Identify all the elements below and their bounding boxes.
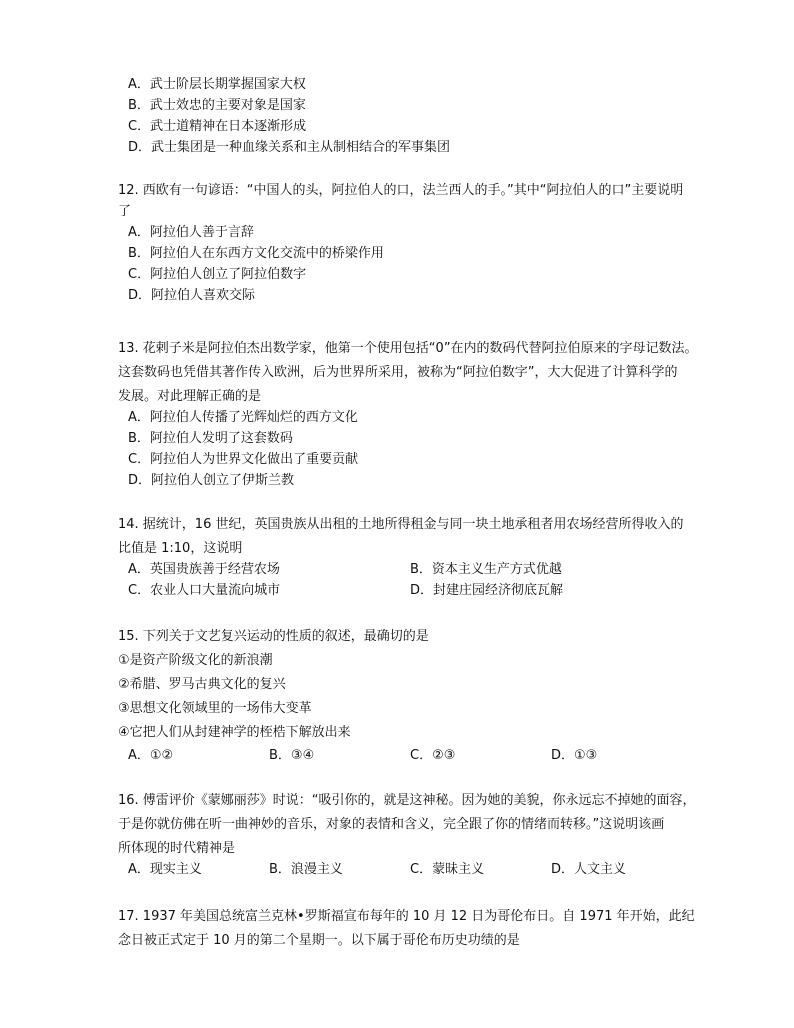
q13-option-b: B．阿拉伯人发明了这套数码 <box>128 431 293 446</box>
q16-option-a: A．现实主义 <box>128 862 202 877</box>
q15-stem-line1: 15. 下列关于文艺复兴运动的性质的叙述，最确切的是 <box>118 629 429 644</box>
q15-item-1: ①是资产阶级文化的新浪潮 <box>118 653 273 668</box>
q15-item-2: ②希腊、罗马古典文化的复兴 <box>118 677 286 692</box>
question-11-options <box>0 74 794 158</box>
q16-options-row <box>0 859 794 880</box>
q16-option-c: C．蒙昧主义 <box>410 862 485 877</box>
q15-option-a: A．①② <box>128 748 174 763</box>
q12-option-d: D．阿拉伯人喜欢交际 <box>128 288 256 303</box>
question-15 <box>0 626 794 766</box>
q14-options-row2 <box>0 580 794 601</box>
q14-option-a: A．英国贵族善于经营农场 <box>128 562 280 577</box>
q11-option-d: D．武士集团是一种血缘关系和主从制相结合的军事集团 <box>128 140 451 155</box>
q12-option-a: A．阿拉伯人善于言辞 <box>128 225 254 240</box>
q14-options-row1 <box>0 559 794 580</box>
q13-option-a: A．阿拉伯人传播了光辉灿烂的西方文化 <box>128 410 358 425</box>
q17-stem-line1: 17. 1937 年美国总统富兰克林•罗斯福宣布每年的 10 月 12 日为哥伦布日。自 1971 年开始，此纪 <box>118 909 695 924</box>
q16-stem-line2: 于是你就仿佛在听一曲神妙的音乐，对象的表情和含义，完全跟了你的情绪而转移。”这说明该画 <box>118 817 665 832</box>
q16-stem-line1: 16. 傅雷评价《蒙娜丽莎》时说：“吸引你的，就是这神秘。因为她的美貌，你永远忘不掉她的面容， <box>118 793 696 808</box>
q13-option-c: C．阿拉伯人为世界文化做出了重要贡献 <box>128 452 359 467</box>
q14-stem-line2: 比值是 1:10，这说明 <box>118 541 243 556</box>
question-13 <box>0 338 794 491</box>
q15-options-row <box>0 743 794 766</box>
question-14 <box>0 514 794 601</box>
q16-option-d: D．人文主义 <box>551 862 627 877</box>
q11-option-b: B．武士效忠的主要对象是国家 <box>128 98 306 113</box>
q11-option-c: C．武士道精神在日本逐渐形成 <box>128 119 307 134</box>
q12-stem-line1: 12. 西欧有一句谚语：“中国人的头，阿拉伯人的口，法兰西人的手。”其中“阿拉伯人的口”主要说明 <box>118 183 684 198</box>
q15-option-c: C．②③ <box>410 748 456 763</box>
q15-item-3: ③思想文化领域里的一场伟大变革 <box>118 701 312 716</box>
question-12 <box>0 180 794 306</box>
q12-option-b: B．阿拉伯人在东西方文化交流中的桥梁作用 <box>128 246 384 261</box>
q17-stem-line2: 念日被正式定于 10 月的第二个星期一。以下属于哥伦布历史功绩的是 <box>118 933 520 948</box>
q13-option-d: D．阿拉伯人创立了伊斯兰教 <box>128 473 295 488</box>
q16-option-b: B．浪漫主义 <box>269 862 343 877</box>
q11-option-a: A．武士阶层长期掌握国家大权 <box>128 77 306 92</box>
q12-option-c: C．阿拉伯人创立了阿拉伯数字 <box>128 267 307 282</box>
question-17 <box>0 906 794 951</box>
question-16 <box>0 790 794 880</box>
q13-stem-line1: 13. 花剌子米是阿拉伯杰出数学家，他第一个使用包括“0”在内的数码代替阿拉伯原来的字母记数法。 <box>118 341 698 356</box>
q13-stem-line3: 发展。对此理解正确的是 <box>118 389 262 404</box>
q14-option-c: C．农业人口大量流向城市 <box>128 583 281 598</box>
q14-option-d: D．封建庄园经济彻底瓦解 <box>410 583 564 598</box>
q16-stem-line3: 所体现的时代精神是 <box>118 841 236 856</box>
q14-stem-line1: 14. 据统计，16 世纪，英国贵族从出租的土地所得租金与同一块土地承租者用农场经营所得收入的 <box>118 517 684 532</box>
q13-stem-line2: 这套数码也凭借其著作传入欧洲，后为世界所采用，被称为“阿拉伯数字”，大大促进了计算科学的 <box>118 365 678 380</box>
q12-stem-line2: 了 <box>118 204 132 219</box>
q15-option-b: B．③④ <box>269 748 315 763</box>
q15-item-4: ④它把人们从封建神学的桎梏下解放出来 <box>118 725 351 740</box>
q15-option-d: D．①③ <box>551 748 598 763</box>
q14-option-b: B．资本主义生产方式优越 <box>410 562 562 577</box>
